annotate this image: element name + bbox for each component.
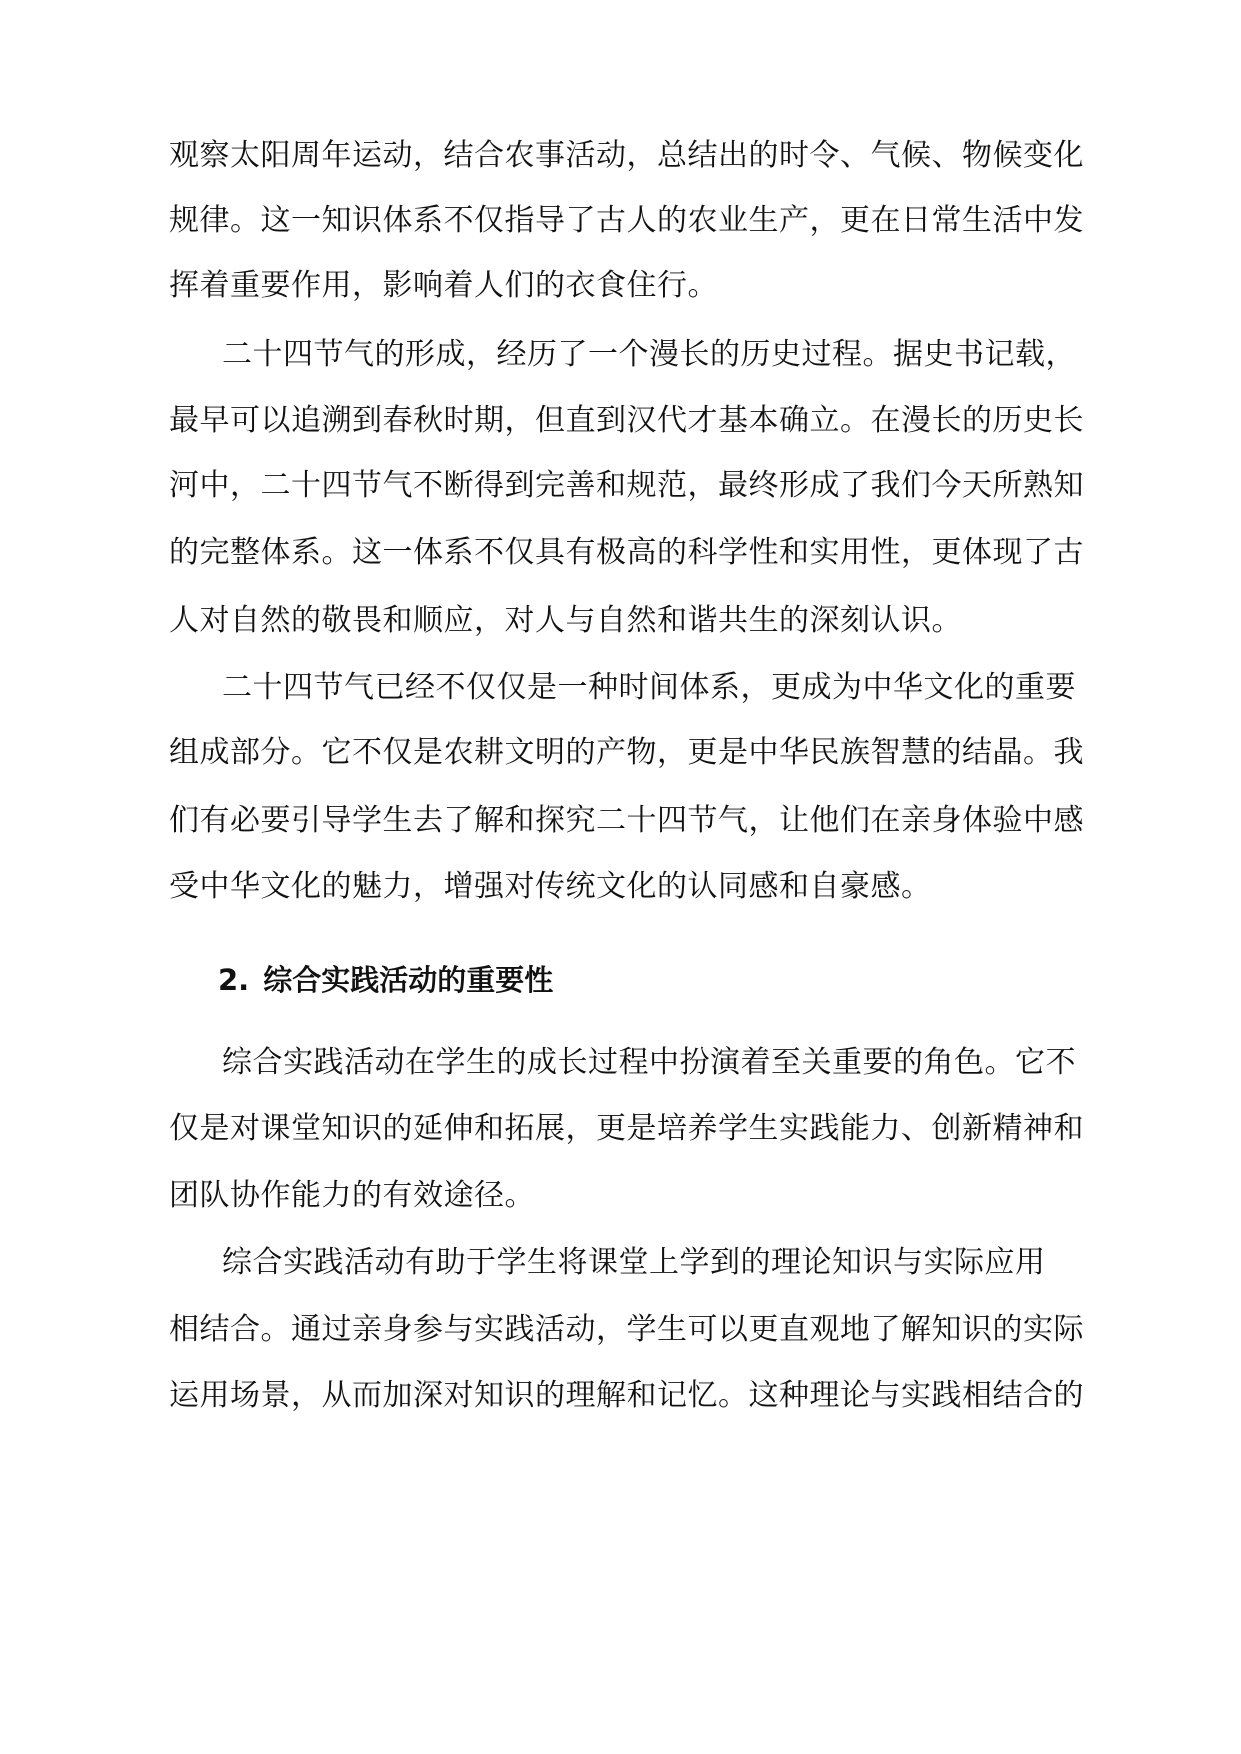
paragraph-2-line-5: 人对自然的敬畏和顺应，对人与自然和谐共生的深刻认识。	[169, 603, 962, 638]
section-heading-number: 2.	[218, 963, 250, 997]
paragraph-2-line-3: 河中，二十四节气不断得到完善和规范，最终形成了我们今天所熟知	[169, 468, 1084, 503]
paragraph-1-line-2: 规律。这一知识体系不仅指导了古人的农业生产，更在日常生活中发	[169, 203, 1084, 238]
section-paragraph-2-line-2: 相结合。通过亲身参与实践活动，学生可以更直观地了解知识的实际	[169, 1312, 1084, 1347]
paragraph-2-line-4: 的完整体系。这一体系不仅具有极高的科学性和实用性，更体现了古	[169, 535, 1084, 570]
paragraph-2-line-1: 二十四节气的形成，经历了一个漫长的历史过程。据史书记载，	[222, 337, 1076, 372]
section-paragraph-1-line-3: 团队协作能力的有效途径。	[169, 1178, 535, 1213]
paragraph-3-line-4: 受中华文化的魅力，增强对传统文化的认同感和自豪感。	[169, 869, 932, 904]
paragraph-3-line-1: 二十四节气已经不仅仅是一种时间体系，更成为中华文化的重要	[222, 670, 1076, 705]
section-paragraph-2-line-1: 综合实践活动有助于学生将课堂上学到的理论知识与实际应用	[222, 1245, 1046, 1280]
section-paragraph-1-line-1: 综合实践活动在学生的成长过程中扮演着至关重要的角色。它不	[222, 1045, 1076, 1080]
section-paragraph-1-line-2: 仅是对课堂知识的延伸和拓展，更是培养学生实践能力、创新精神和	[169, 1111, 1084, 1146]
section-heading	[218, 960, 553, 1000]
section-heading-title: 综合实践活动的重要性	[263, 963, 554, 997]
paragraph-1-line-1: 观察太阳周年运动，结合农事活动，总结出的时令、气候、物候变化	[169, 138, 1084, 173]
paragraph-3-line-3: 们有必要引导学生去了解和探究二十四节气，让他们在亲身体验中感	[169, 803, 1084, 838]
section-paragraph-2-line-3: 运用场景，从而加深对知识的理解和记忆。这种理论与实践相结合的	[169, 1378, 1084, 1413]
paragraph-3-line-2: 组成部分。它不仅是农耕文明的产物，更是中华民族智慧的结晶。我	[169, 735, 1084, 770]
paragraph-2-line-2: 最早可以追溯到春秋时期，但直到汉代才基本确立。在漫长的历史长	[169, 403, 1084, 438]
paragraph-1-line-3: 挥着重要作用，影响着人们的衣食住行。	[169, 268, 718, 303]
